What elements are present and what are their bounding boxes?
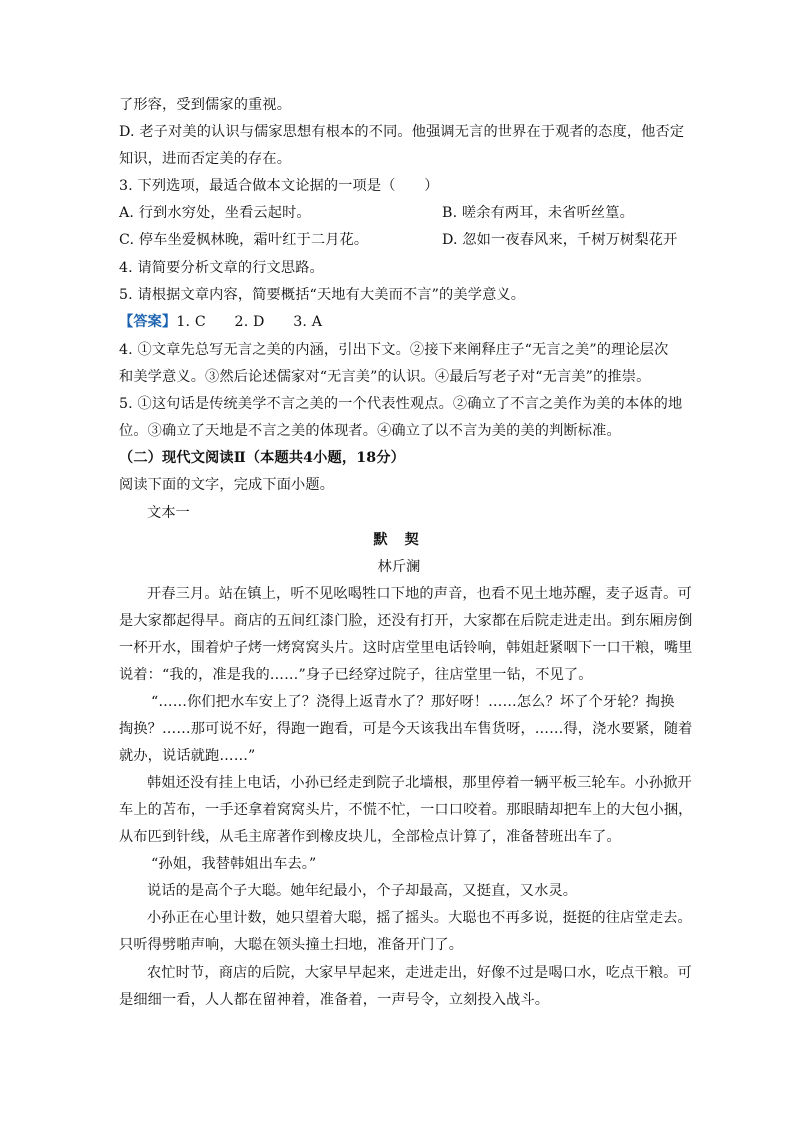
paragraph-line: 一杯开水，围着炉子烤一烤窝窝头片。这时店堂里电话铃响，韩姐赶紧咽下一口干粮，嘴里 [119,640,693,656]
article-author: 林斤澜 [377,559,421,575]
paragraph-line: “……你们把水车安上了？浇得上返青水了？那好呀！……怎么？坏了个牙轮？掏换 [151,694,675,710]
answer-4-line: 和美学意义。③然后论述儒家对“无言美”的认识。④最后写老子对“无言美”的推崇。 [119,369,651,385]
answer-4-line: 4. ①文章先总写无言之美的内涵，引出下文。②接下来阐释庄子“无言之美”的理论层次 [119,342,669,358]
answer-5-line: 5. ①这句话是传统美学不言之美的一个代表性观点。②确立了不言之美作为美的本体的地 [119,396,683,412]
paragraph-line: 掏换？……那可说不好，得跑一跑看，可是今天该我出车售货呀，……得，浇水要紧，随着 [119,721,693,737]
text-label: 文本一 [147,505,191,521]
question-5: 5. 请根据文章内容，简要概括“天地有大美而不言”的美学意义。 [119,287,526,303]
paragraph-line: 只听得劈啪声响，大聪在领头撞土扫地，准备开门了。 [119,937,464,953]
paragraph-line: 从布匹到针线，从毛主席著作到橡皮块儿，全部检点计算了，准备替班出车了。 [119,829,621,845]
section-heading: （二）现代文阅读Ⅱ（本题共4小题，18分） [119,450,405,466]
text-line: 了形容，受到儒家的重视。 [119,97,292,113]
paragraph-line: 说着：“我的，准是我的……”身子已经穿过院子，往店堂里一钻，不见了。 [119,667,593,683]
options-row-ab [119,203,679,223]
answer-label: 【答案】 [119,314,177,330]
options-row-cd [119,230,719,250]
option-c: C. 停车坐爱枫林晚，霜叶红于二月花。 [119,232,369,248]
paragraph-line: 小孙正在心里计数，她只望着大聪，摇了摇头。大聪也不再多说，挺挺的往店堂走去。 [147,910,692,926]
paragraph-line: 说话的是高个子大聪。她年纪最小，个子却最高，又挺直，又水灵。 [147,883,578,899]
paragraph-line: 就办，说话就跑……” [119,748,256,764]
question-3: 3. 下列选项，最适合做本文论据的一项是（ ） [119,178,439,194]
paragraph-line: 开春三月。站在镇上，听不见吆喝牲口下地的声音，也看不见土地苏醒，麦子返青。可 [147,586,692,602]
option-d: D. 忽如一夜春风来，千树万树梨花开 [442,232,678,248]
option-b: B. 嗟余有两耳，未省听丝篁。 [442,205,634,221]
answer-5-line: 位。③确立了天地是不言之美的体现者。④确立了以不言为美的美的判断标准。 [119,423,621,439]
instructions: 阅读下面的文字，完成下面小题。 [119,477,335,493]
answer-values: 1. C 2. D 3. A [176,314,323,330]
question-4: 4. 请简要分析文章的行文思路。 [119,260,324,276]
article-title: 默 契 [373,532,425,548]
paragraph-line: 农忙时节，商店的后院，大家早早起来，走进走出，好像不过是喝口水，吃点干粮。可 [147,965,692,981]
option-a: A. 行到水穷处，坐看云起时。 [119,205,311,221]
paragraph-line: 是大家都起得早。商店的五间红漆门脸，还没有打开，大家都在后院走进走出。到东厢房倒 [119,613,693,629]
paragraph-line: 韩姐还没有挂上电话，小孙已经走到院子北墙根，那里停着一辆平板三轮车。小孙掀开 [147,775,692,791]
option-d-line: D. 老子对美的认识与儒家思想有根本的不同。他强调无言的世界在于观者的态度，他否定 [119,124,685,140]
paragraph-line: 是细细一看，人人都在留神着，准备着，一声号令，立刻投入战斗。 [119,992,550,1008]
paragraph-line: 车上的苫布，一手还拿着窝窝头片，不慌不忙，一口口咬着。那眼睛却把车上的大包小捆， [119,802,693,818]
answer-row [119,312,679,332]
text-line: 知识，进而否定美的存在。 [119,151,292,167]
paragraph-line: “孙姐，我替韩姐出车去。” [151,856,317,872]
